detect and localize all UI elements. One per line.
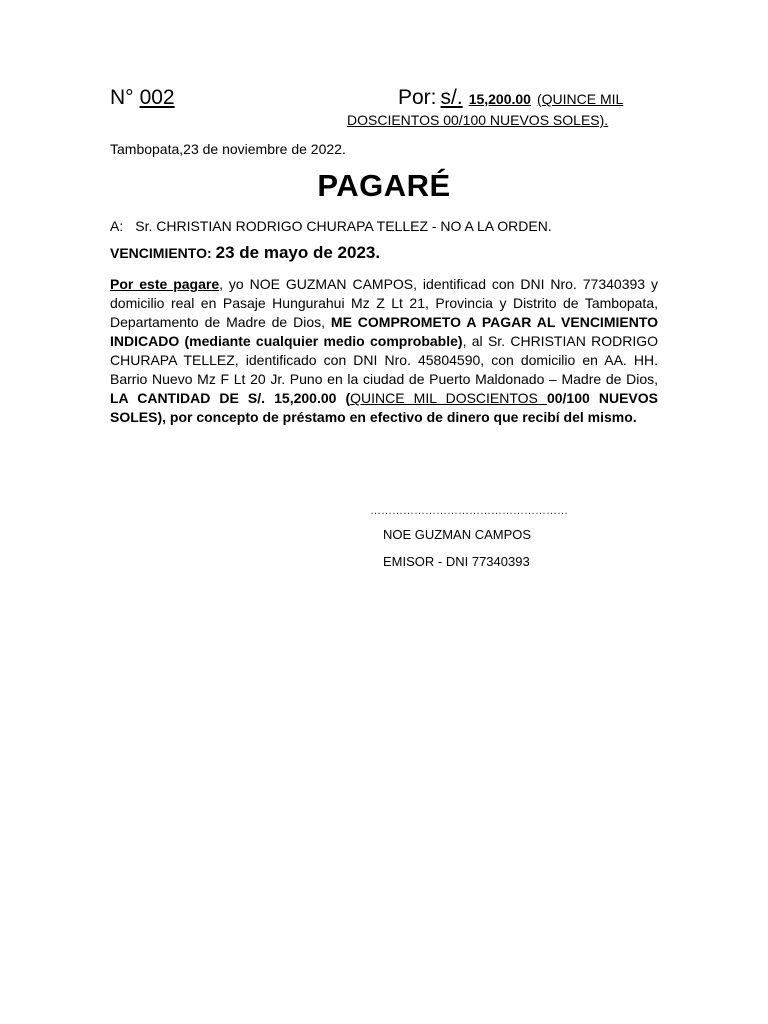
document-title: PAGARÉ	[317, 168, 451, 203]
addressee	[110, 218, 552, 234]
amount-words-line1: (QUINCE MIL	[536, 91, 624, 107]
body-part-4: , al Sr. CHRISTIAN RODRIGO CHURAPA TELLEZ, identificado con DNI Nro. 45804590, con domicilio en AA. HH. Barrio Nuevo Mz F Lt 20 Jr. Puno en la ciudad de Puerto Maldonado – Madre de Dios,	[110, 333, 658, 387]
note-number	[110, 86, 175, 110]
signer-name: NOE GUZMAN CAMPOS	[383, 527, 532, 542]
addressee-label: A:	[110, 218, 124, 234]
amount-words-line2: DOSCIENTOS 00/100 NUEVOS SOLES).	[347, 112, 609, 128]
body-part-2: , yo NOE GUZMAN CAMPOS, identificad con DNI Nro. 77340393 y domicilio real en Pasaje Hungurahui Mz Z Lt 21, Provincia y Distrito de Tambopata, Departamento de Madre de Dios,	[110, 276, 658, 330]
body-paragraph	[110, 275, 658, 427]
body-closing: 00/100 NUEVOS SOLES), por concepto de préstamo en efectivo de dinero que recibí del mismo.	[110, 390, 658, 425]
body-commitment: ME COMPROMETO A PAGAR AL VENCIMIENTO INDICADO (mediante cualquier medio comprobable)	[110, 314, 659, 349]
amount-value: 15,200.00	[468, 91, 531, 107]
body-amount: LA CANTIDAD DE S/. 15,200.00 (	[110, 390, 351, 406]
number-value: 002	[139, 86, 175, 109]
number-label: N°	[110, 86, 134, 109]
por-label: Por:	[398, 86, 437, 109]
place-date: Tambopata,23 de noviembre de 2022.	[110, 141, 346, 157]
due-date-row	[110, 243, 380, 263]
signature-line: ………………………………………………	[370, 505, 568, 517]
due-date: 23 de mayo de 2023.	[215, 243, 381, 262]
amount-header	[398, 86, 623, 110]
body-intro: Por este pagare	[110, 276, 220, 292]
signer-role: EMISOR - DNI 77340393	[383, 554, 530, 569]
body-amount-words: QUINCE MIL DOSCIENTOS	[350, 390, 547, 406]
due-label: VENCIMIENTO:	[110, 245, 212, 261]
currency-symbol: s/.	[440, 86, 463, 109]
addressee-text: Sr. CHRISTIAN RODRIGO CHURAPA TELLEZ - NO A LA ORDEN.	[135, 218, 552, 234]
